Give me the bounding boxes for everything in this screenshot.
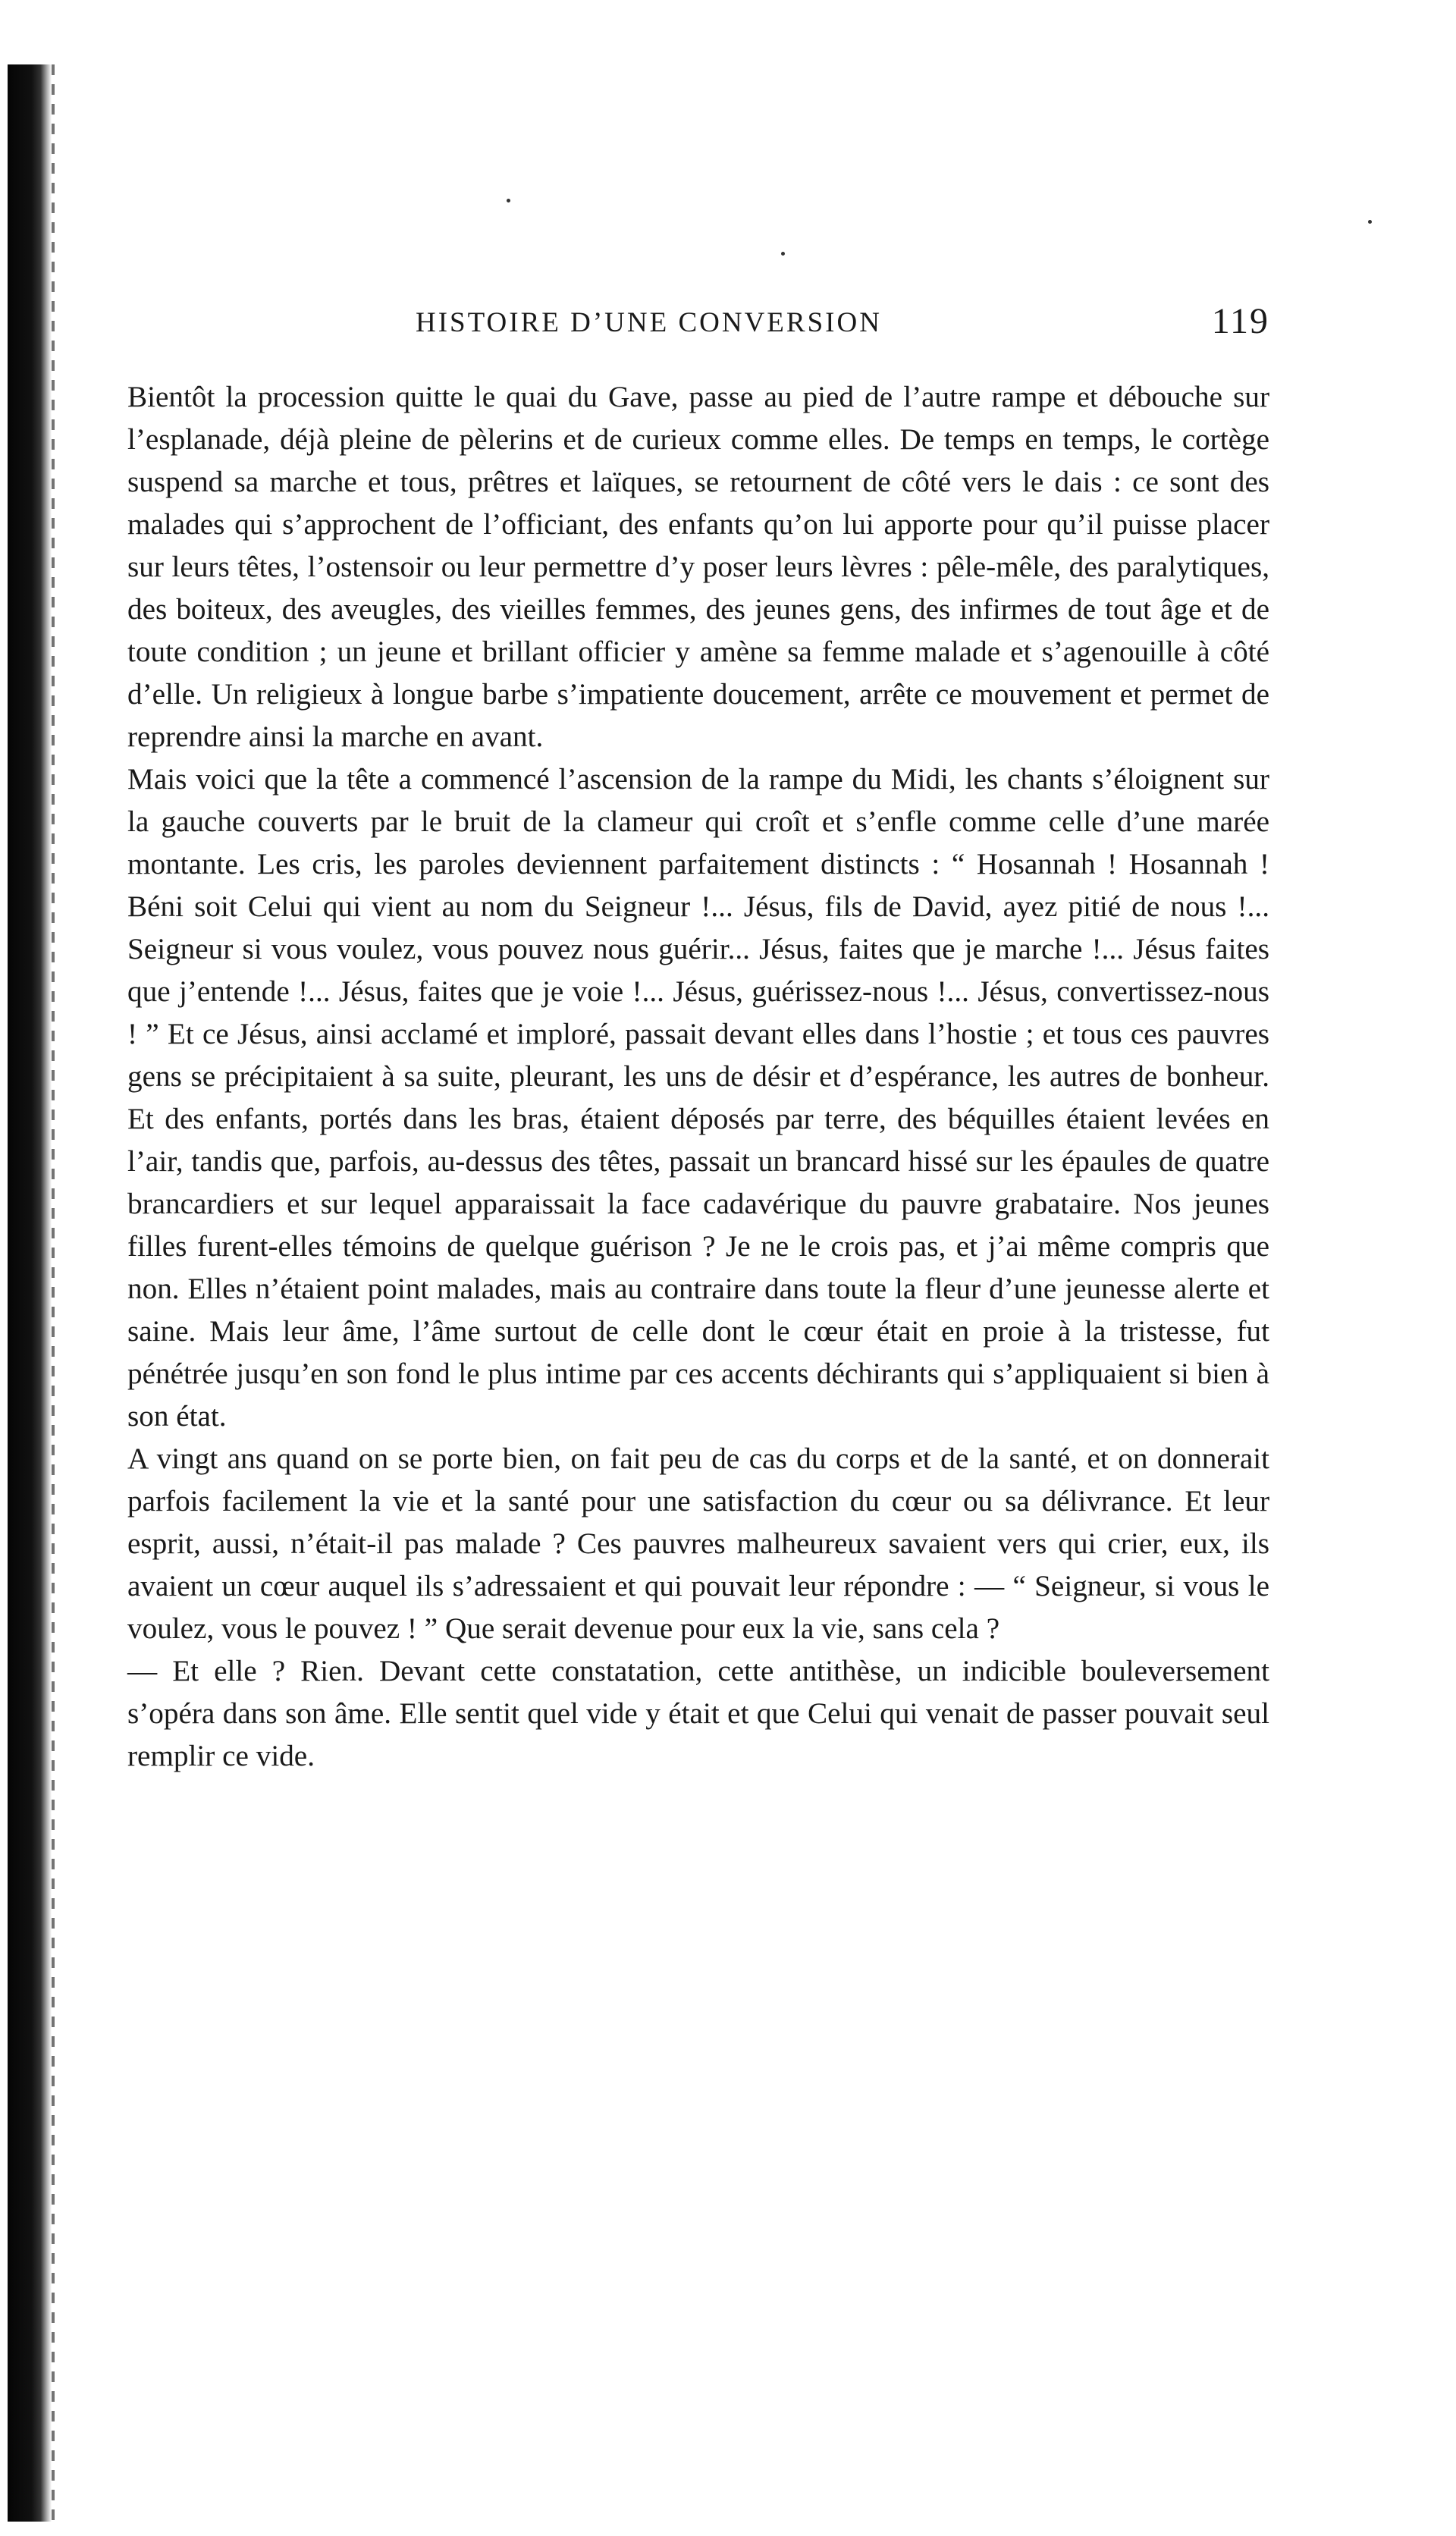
paper-speck <box>507 199 510 202</box>
paragraph: — Et elle ? Rien. Devant cette constatation, cette antithèse, un indicible bouleversement s’opéra dans son âme. Elle sentit quel vide y était et que Celui qui venait de passer pouvait seul remplir ce vide. <box>127 1655 1269 1772</box>
paragraph: A vingt ans quand on se porte bien, on fait peu de cas du corps et de la santé, et on donnerait parfois facilement la vie et la santé pour une satisfaction du cœur ou sa délivrance. Et leur esprit, aussi, n’était-il pas malade ? Ces pauvres malheureux savaient vers qui crier, eux, ils avaient un cœur auquel ils s’adressaient et qui pouvait leur répondre : — “ Seigneur, si vous le voulez, vous le pouvez ! ” Que serait devenue pour eux la vie, sans cela ? <box>127 1442 1269 1645</box>
paper-speck <box>781 252 785 256</box>
body-text <box>127 376 1269 1778</box>
page-number: 119 <box>1211 301 1269 341</box>
page-header <box>127 300 1269 353</box>
running-title: HISTOIRE D’UNE CONVERSION <box>416 307 882 338</box>
book-binding-edge <box>8 64 52 2522</box>
paragraph: Mais voici que la tête a commencé l’ascension de la rampe du Midi, les chants s’éloignent sur la gauche couverts par le bruit de la clameur qui croît et s’enfle comme celle d’une marée montante. Les cris, les paroles deviennent parfaitement distincts : “ Hosannah ! Hosannah ! Béni soit Celui qui vient au nom du Seigneur !... Jésus, fils de David, ayez pitié de nous !... Seigneur si vous voulez, vous pouvez nous guérir... Jésus, faites que je marche !... Jésus faites que j’entende !... Jésus, faites que je voie !... Jésus, guérissez-nous !... Jésus, convertissez-nous ! ” Et ce Jésus, ainsi acclamé et imploré, passait devant elles dans l’hostie ; et tous ces pauvres gens se précipitaient à sa suite, pleurant, les uns de désir et d’espérance, les autres de bonheur. Et des enfants, portés dans les bras, étaient déposés par terre, des béquilles étaient levées en l’air, tandis que, parfois, au-dessus des têtes, passait un brancard hissé sur les épaules de quatre brancardiers et sur lequel apparaissait la face cadavérique du pauvre grabataire. Nos jeunes filles furent-elles témoins de quelque guérison ? Je ne le crois pas, et j’ai même compris que non. Elles n’étaient point malades, mais au contraire dans toute la fleur d’une jeunesse alerte et saine. Mais leur âme, l’âme surtout de celle dont le cœur était en proie à la tristesse, fut pénétrée jusqu’en son fond le plus intime par ces accents déchirants qui s’appliquaient si bien à son état. <box>127 763 1269 1433</box>
paragraph: Bientôt la procession quitte le quai du Gave, passe au pied de l’autre rampe et débouche sur l’esplanade, déjà pleine de pèlerins et de curieux comme elles. De temps en temps, le cortège suspend sa marche et tous, prêtres et laïques, se retournent de côté vers le dais : ce sont des malades qui s’approchent de l’officiant, des enfants qu’on lui apporte pour qu’il puisse placer sur leurs têtes, l’ostensoir ou leur permettre d’y poser leurs lèvres : pêle-mêle, des paralytiques, des boiteux, des aveugles, des vieilles femmes, des jeunes gens, des infirmes de tout âge et de toute condition ; un jeune et brillant officier y amène sa femme malade et s’agenouille à côté d’elle. Un religieux à longue barbe s’impatiente doucement, arrête ce mouvement et permet de reprendre ainsi la marche en avant. <box>127 381 1269 753</box>
paper-speck <box>1368 220 1372 224</box>
